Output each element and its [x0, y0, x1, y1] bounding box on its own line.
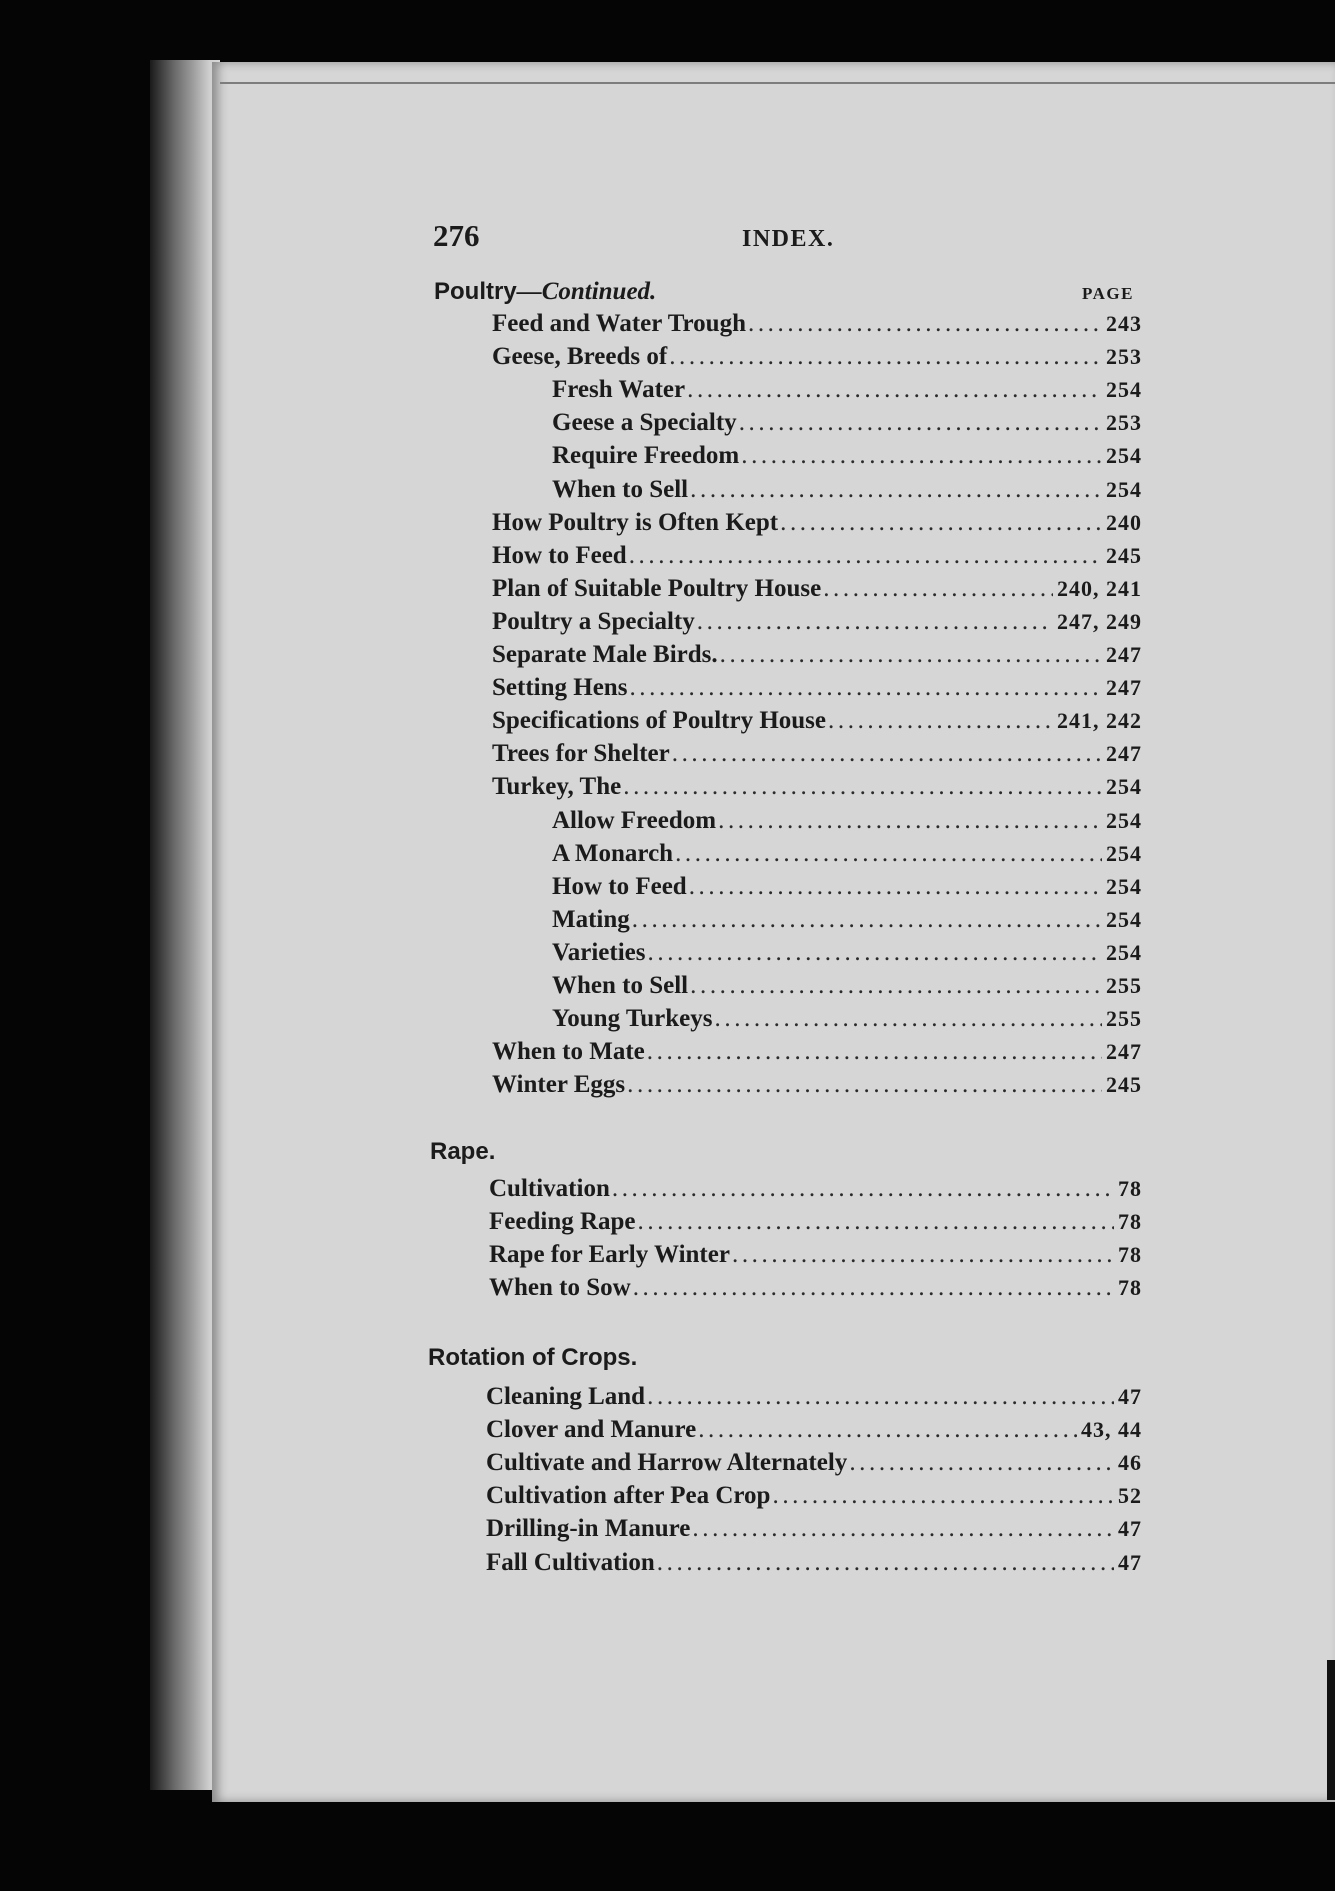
index-entry — [492, 773, 1142, 805]
index-entry-label: Feeding Rape — [489, 1208, 636, 1236]
dot-leader — [646, 939, 1103, 967]
index-entry-page: 245 — [1106, 1072, 1142, 1098]
index-entry-label: Turkey, The — [492, 773, 622, 801]
index-entry — [489, 1208, 1142, 1240]
index-heading-continued: —Continued. — [516, 278, 657, 305]
index-entry — [489, 1175, 1142, 1207]
index-entry-page: 254 — [1106, 939, 1142, 965]
dot-leader — [673, 840, 1102, 868]
index-entry-page: 43, 44 — [1081, 1417, 1142, 1443]
index-entry-label: Cultivation after Pea Crop — [486, 1482, 771, 1510]
index-entry-page: 254 — [1106, 476, 1142, 502]
index-entry-page: 47 — [1118, 1516, 1142, 1542]
dot-leader — [696, 1416, 1077, 1444]
dot-leader — [636, 1208, 1114, 1236]
running-head: INDEX. — [742, 226, 835, 252]
index-entry — [492, 509, 1142, 541]
index-entry — [552, 476, 1142, 508]
index-entry-label: Mating — [552, 905, 630, 933]
index-entry-label: Varieties — [552, 938, 646, 966]
index-entry-label: How Poultry is Often Kept — [492, 508, 779, 536]
dot-leader — [713, 1005, 1103, 1033]
index-entry-label: Separate Male Birds. — [492, 641, 718, 668]
index-entry-page: 255 — [1106, 973, 1142, 998]
index-entry — [552, 442, 1142, 474]
index-entry — [552, 376, 1142, 408]
index-entry — [486, 1449, 1142, 1481]
index-entry — [486, 1549, 1142, 1581]
index-entry-page: 253 — [1106, 344, 1142, 370]
index-entry-label: Cleaning Land — [486, 1383, 646, 1410]
dot-leader — [716, 807, 1102, 835]
dot-leader — [770, 1482, 1114, 1510]
index-heading-title: Rotation of Crops. — [428, 1344, 638, 1371]
index-entry — [552, 1005, 1142, 1037]
dot-leader — [739, 442, 1102, 470]
index-entry-label: Poultry a Specialty — [492, 607, 695, 635]
index-entry-page: 78 — [1118, 1242, 1142, 1268]
index-entry-label: When to Sell — [552, 475, 689, 503]
dot-leader — [631, 1274, 1114, 1302]
index-entry-page: 247 — [1106, 741, 1142, 767]
index-entry-label: Winter Eggs — [492, 1071, 626, 1099]
index-entry-label: Rape for Early Winter — [489, 1241, 730, 1269]
index-entry-label: Plan of Suitable Poultry House — [492, 574, 822, 602]
index-entry — [492, 707, 1142, 739]
index-entry-label: Fresh Water — [552, 376, 686, 404]
dot-leader — [746, 310, 1102, 338]
index-entry-label: Require Freedom — [552, 442, 740, 470]
index-entry-page: 254 — [1106, 443, 1142, 469]
index-entry-page: 254 — [1106, 774, 1142, 800]
index-entry-label: Feed and Water Trough — [492, 310, 746, 337]
dot-leader — [737, 409, 1102, 437]
index-entry-page: 247 — [1106, 675, 1142, 701]
dot-leader — [630, 906, 1102, 934]
index-entry — [489, 1274, 1142, 1306]
index-entry — [552, 840, 1142, 872]
index-entry-page: 245 — [1106, 542, 1142, 568]
dot-leader — [718, 641, 1102, 669]
index-entry-page: 247 — [1106, 1039, 1142, 1065]
index-entry-label: A Monarch — [552, 839, 674, 867]
dot-leader — [730, 1241, 1114, 1269]
dot-leader — [688, 476, 1102, 504]
dot-leader — [687, 873, 1102, 901]
dot-leader — [688, 972, 1102, 1000]
index-entry-page: 254 — [1106, 873, 1142, 899]
index-entry-page: 47 — [1118, 1549, 1142, 1575]
dot-leader — [645, 1383, 1114, 1411]
index-entry — [552, 409, 1142, 441]
index-entry — [552, 972, 1142, 1004]
index-entry — [552, 906, 1142, 938]
index-entry — [492, 343, 1142, 375]
index-entry-label: Geese a Specialty — [552, 409, 737, 437]
index-entry — [492, 608, 1142, 640]
index-entry — [492, 1071, 1142, 1103]
dot-leader — [690, 1515, 1114, 1543]
index-entry-page: 240, 241 — [1057, 575, 1142, 601]
index-entry-label: When to Sell — [552, 972, 689, 999]
index-entry-page: 46 — [1118, 1450, 1142, 1476]
index-entry — [486, 1482, 1142, 1514]
dot-leader — [685, 376, 1102, 404]
index-entry — [486, 1383, 1142, 1415]
dot-leader — [655, 1549, 1114, 1577]
index-entry-label: Trees for Shelter — [492, 740, 670, 768]
dot-leader — [621, 773, 1102, 801]
dot-leader — [625, 1071, 1102, 1099]
index-entry-label: Allow Freedom — [552, 806, 717, 834]
dot-leader — [847, 1449, 1114, 1477]
dot-leader — [627, 674, 1102, 702]
index-entry-page: 78 — [1118, 1209, 1142, 1235]
index-entry-label: How to Feed — [492, 541, 627, 569]
index-entry-label: When to Sow — [489, 1274, 631, 1302]
index-heading-title: Poultry — [434, 278, 517, 305]
page-column-header: PAGE — [1082, 284, 1134, 303]
index-entry-label: Geese, Breeds of — [492, 343, 668, 371]
index-entry-page: 240 — [1106, 509, 1142, 535]
index-entry-page: 52 — [1118, 1483, 1142, 1509]
index-entry-page: 243 — [1106, 311, 1142, 336]
index-entry — [486, 1416, 1142, 1448]
index-heading — [428, 1344, 637, 1372]
index-entry-page: 253 — [1106, 410, 1142, 436]
index-entry — [492, 310, 1142, 342]
index-entry — [552, 873, 1142, 905]
index-entry-label: Cultivate and Harrow Alternately — [486, 1449, 848, 1477]
index-entry — [492, 641, 1142, 673]
index-entry-page: 247, 249 — [1057, 608, 1142, 634]
index-entry — [552, 939, 1142, 971]
dot-leader — [826, 707, 1053, 735]
index-entry-page: 254 — [1106, 377, 1142, 403]
index-entry-page: 254 — [1106, 906, 1142, 932]
dot-leader — [610, 1175, 1114, 1203]
index-entry-label: Cultivation — [489, 1175, 610, 1202]
dot-leader — [821, 575, 1053, 603]
index-entry — [492, 740, 1142, 772]
index-heading-title: Rape. — [430, 1138, 496, 1165]
index-entry-label: How to Feed — [552, 872, 687, 900]
index-entry — [492, 1038, 1142, 1070]
index-entry — [492, 674, 1142, 706]
index-entry-label: When to Mate — [492, 1038, 645, 1066]
dot-leader — [695, 608, 1053, 636]
index-heading — [430, 1138, 495, 1166]
index-entry-label: Young Turkeys — [552, 1005, 713, 1033]
index-entry-page: 255 — [1106, 1006, 1142, 1032]
index-entry-label: Specifications of Poultry House — [492, 707, 827, 735]
index-entry — [492, 542, 1142, 574]
index-entry-page: 78 — [1118, 1275, 1142, 1301]
page-number: 276 — [433, 218, 480, 253]
dot-leader — [645, 1038, 1102, 1066]
index-entry — [489, 1241, 1142, 1273]
dot-leader — [670, 740, 1102, 768]
index-entry-page: 47 — [1118, 1384, 1142, 1409]
index-heading — [434, 278, 656, 306]
index-entry-label: Fall Cultivation — [486, 1548, 655, 1576]
index-entry-page: 247 — [1106, 642, 1142, 667]
dot-leader — [778, 509, 1102, 537]
index-entry — [486, 1515, 1142, 1547]
index-entry-label: Setting Hens — [492, 674, 628, 702]
index-entry — [552, 807, 1142, 839]
dot-leader — [667, 343, 1102, 371]
index-entry-page: 78 — [1118, 1176, 1142, 1201]
index-entry-label: Drilling-in Manure — [486, 1515, 691, 1543]
index-entry-label: Clover and Manure — [486, 1416, 697, 1444]
index-entry — [492, 575, 1142, 607]
index-entry-page: 241, 242 — [1057, 708, 1142, 734]
dot-leader — [627, 542, 1102, 570]
index-entry-page: 254 — [1106, 840, 1142, 866]
index-entry-page: 254 — [1106, 807, 1142, 833]
